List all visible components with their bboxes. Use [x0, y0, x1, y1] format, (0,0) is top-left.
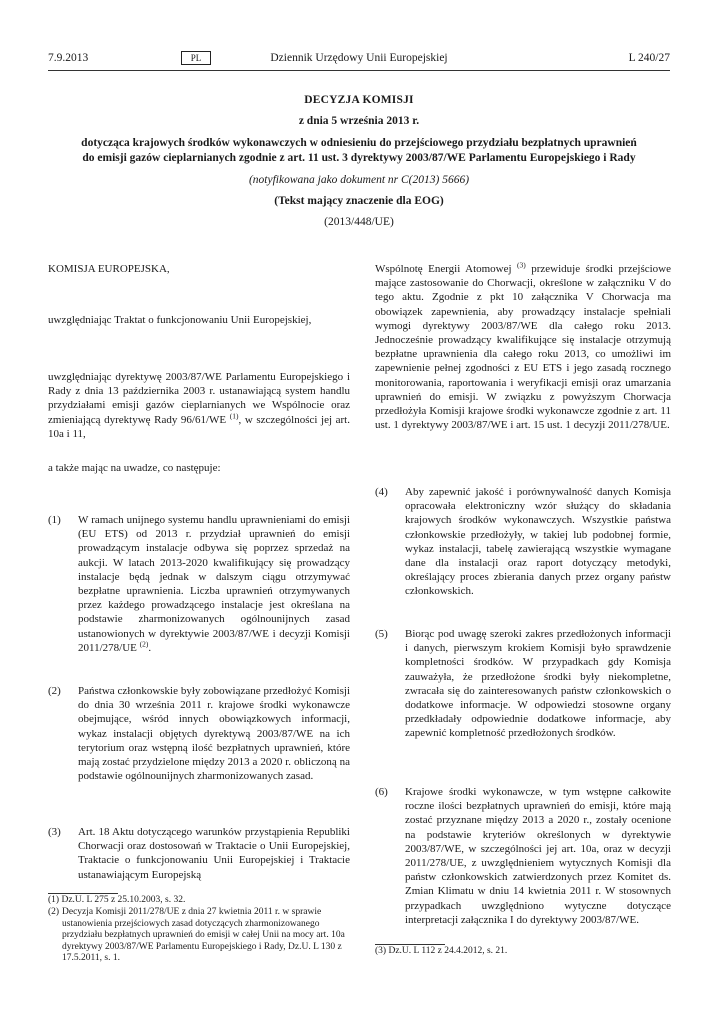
recital-6 — [375, 785, 671, 927]
whereas-intro: a także mając na uwadze, co następuje: — [48, 462, 221, 474]
footnote-ref-2[interactable]: (2) — [139, 639, 149, 649]
document-reference: (2013/448/UE) — [324, 216, 394, 228]
publication-date: 7.9.2013 — [48, 52, 89, 64]
document-type: DECYZJA KOMISJI — [304, 94, 414, 106]
recital-5 — [375, 627, 671, 741]
footnote-divider — [48, 893, 118, 894]
recital-number: (4) — [375, 486, 388, 498]
footnote-3 — [375, 946, 671, 958]
recital-tail: przewiduje środki przejściowe mające zastosowanie do Chorwacji, określone w załączniku V do tego aktu. Zgodnie z pkt 10 załącznika V Chorwacja ma obowiązek zapewnienia, aby prowadzący instalacje spełniali wymogi dyrektywy 2003/87/WE dla całego roku 2013. Jednocześnie prowadzący kwalifikujące się instalacje otrzymują bezpłatne uprawnienia dla całego roku 2013, co umożliwi im zapewnienie pełnej zgodności z EU ETS i jego zasadą rocznego monitorowania, raportowania i weryfikacji emisji oraz umarzania uprawnień do emisji. W związku z powyższym Chorwacja przedłożyła Komisji krajowe środki wykonawcze zgodnie z art. 11 ust. 1 dyrektywy 2003/87/WE i art. 15 ust. 1 decyzji 2011/278/UE. — [375, 263, 671, 432]
footnote-text: Decyzja Komisji 2011/278/UE z dnia 27 kwietnia 2011 r. w sprawie ustanowienia przejściowych zasad dotyczących zharmonizowanego przydziału bezpłatnych uprawnień do emisji w całej Unii na mocy art. 10a dyrektywy 2003/87/WE Parlamentu Europejskiego i Rady, Dz.U. L 130 z 17.5.2011, s. 1. — [62, 907, 345, 963]
footnote-2 — [48, 907, 350, 965]
footnote-1 — [48, 895, 350, 907]
right-column — [375, 0, 671, 1024]
recital-text: Biorąc pod uwagę szeroki zakres przedłożonych informacji i danych, pierwszym krokiem Komisji było sprawdzenie kompletności środków. W przypadkach gdy Komisja zauważyła, że przedłożone środki były niekompletne, zwracała się do zainteresowanych państw członkowskich o dodatkowe informacje. W odpowiedzi stosowne organy przedkładały odpowiednie dodatkowe informacje, aby zapewnić kompletność przedłożonych środków. — [405, 628, 671, 740]
recital-directive-tail: , w szczególności jej art. 10a i 11, — [48, 413, 350, 440]
page-reference: L 240/27 — [628, 52, 670, 64]
recital-4 — [375, 485, 671, 599]
footnote-mark: (3) — [375, 946, 387, 956]
recital-2 — [48, 684, 350, 783]
recital-number: (3) — [48, 826, 61, 838]
recital-3 — [48, 825, 350, 882]
recital-text: Aby zapewnić jakość i porównywalność danych Komisja opracowała elektroniczny wzór służący do składania krajowych środków wykonawczych. Wszystkie państwa członkowskie przedłożyły, w takiej lub podobnej formie, wykaz instalacji, tabelę zawierającą wszystkie wymagane dane dla instalacji oraz raport dotyczący metodyki, określający proces zbierania danych przez organy państw członkowskich. — [405, 486, 671, 598]
recital-text: Krajowe środki wykonawcze, w tym wstępne całkowite roczne ilości bezpłatnych uprawnień do emisji, które mają zostać przyznane między 2013 a 2020 r., zostały ocenione na podstawie kryteriów określonych w dyrektywie 2003/87/WE, w szczególności jej art. 10a, oraz w decyzji 2011/278/UE, z uwzględnieniem wytycznych Komisji dla państw członkowskich zatwierdzonych przez Komitet ds. Zmian Klimatu w dniu 14 kwietnia 2011 r. W stosownych przypadkach uwzględniono wytyczne dotyczące interpretacji załącznika I do dyrektywy 2003/87/WE. — [405, 786, 671, 926]
footnote-ref-3[interactable]: (3) — [517, 260, 526, 270]
recital-number: (2) — [48, 685, 61, 697]
recital-tail: . — [148, 641, 152, 654]
recital-number: (6) — [375, 786, 388, 798]
recital-text: W ramach unijnego systemu handlu uprawnieniami do emisji (EU ETS) od 2013 r. przydział uprawnień do emisji prowadzącym instalacje odbywa się poprzez sprzedaż na aukcji. W latach 2013-2020 kwalifikujący się prowadzący instalacje będą jednak w dalszym ciągu otrzymywać bezpłatne uprawnienia. Liczba uprawnień otrzymywanych przez każdego prowadzącego instalacje jest określana na podstawie zharmonizowanych ogólnounijnych zasad ustanowionych w dyrektywie 2003/87/WE i decyzji Komisji 2011/278/UE — [78, 514, 350, 654]
recital-number: (5) — [375, 628, 388, 640]
left-column — [48, 0, 350, 1024]
document-date: z dnia 5 września 2013 r. — [298, 115, 420, 127]
language-badge: PL — [181, 51, 211, 65]
footnote-mark: (2) — [48, 907, 60, 917]
commission-heading: KOMISJA EUROPEJSKA, — [48, 263, 170, 275]
notification-note: (notyfikowana jako dokument nr C(2013) 5666) — [248, 174, 470, 186]
footnote-ref-1[interactable]: (1) — [229, 410, 239, 420]
recital-text: Wspólnotę Energii Atomowej — [375, 263, 512, 275]
eea-relevance: (Tekst mający znaczenie dla EOG) — [274, 195, 444, 207]
journal-title: Dziennik Urzędowy Unii Europejskiej — [270, 52, 448, 64]
footnote-text: Dz.U. L 112 z 24.4.2012, s. 21. — [388, 946, 508, 956]
recital-3-continued — [375, 262, 671, 432]
recital-text: Państwa członkowskie były zobowiązane przedłożyć Komisji do dnia 30 września 2011 r. krajowe środki wykonawcze obejmujące, wśród innych obowiązkowych informacji, wykaz instalacji objętych dyrektywą 2003/87/WE na ich terytorium oraz wstępną ilość bezpłatnych uprawnień, które mają zostać przydzielone między 2013 a 2020 r. obliczoną na podstawie ogólnounijnych zharmonizowanych zasad. — [78, 685, 350, 783]
footnote-mark: (1) — [48, 895, 60, 905]
recital-number: (1) — [48, 514, 61, 526]
recital-1 — [48, 513, 350, 655]
recital-directive-text: uwzględniając dyrektywę 2003/87/WE Parlamentu Europejskiego i Rady z dnia 13 października 2003 r. ustanawiającą system handlu przydziałami emisji gazów cieplarnianych we Wspólnocie oraz zmieniającą dyrektywę Rady 96/61/WE — [48, 371, 350, 426]
recital-body — [78, 513, 350, 655]
recital-treaty: uwzględniając Traktat o funkcjonowaniu Unii Europejskiej, — [48, 314, 312, 326]
document-subject: dotycząca krajowych środków wykonawczych w odniesieniu do przejściowego przydziału bezpłatnych uprawnień do emisji gazów cieplarnianych zgodnie z art. 11 ust. 3 dyrektywy 2003/87/WE Parlamentu Europejskiego i Rady — [81, 137, 637, 164]
recital-directive — [48, 370, 350, 441]
footnote-divider — [375, 944, 445, 945]
footnote-text: Dz.U. L 275 z 25.10.2003, s. 32. — [61, 895, 186, 905]
recital-text: Art. 18 Aktu dotyczącego warunków przystąpienia Republiki Chorwacji oraz dostosowań w Traktacie o Unii Europejskiej, Traktacie o funkcjonowaniu Unii Europejskiej i Traktacie ustanawiającym Europejską — [78, 826, 350, 881]
